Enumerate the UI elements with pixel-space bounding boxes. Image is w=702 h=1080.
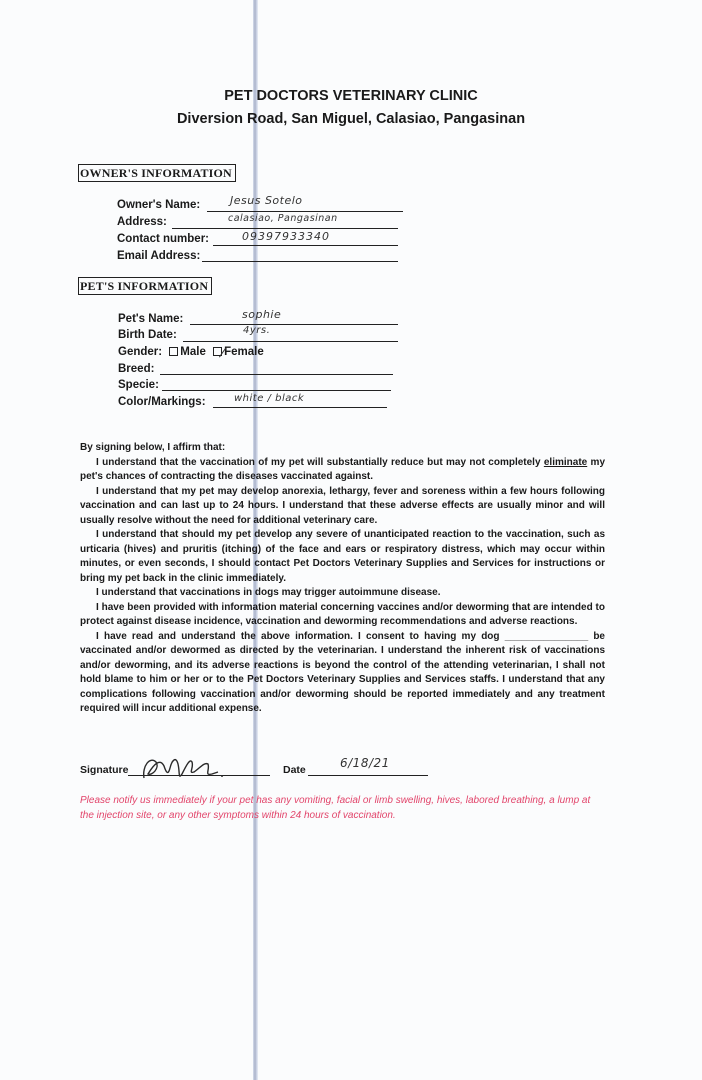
specie-label: Specie: <box>118 379 159 391</box>
pet-name-label: Pet's Name: <box>118 313 184 325</box>
color-markings-value: white / black <box>234 393 305 404</box>
affirm-paragraph-1: I understand that the vaccination of my pet will substantially reduce but may not completely eliminate my pet's chances of contracting the diseases vaccinated against. <box>80 456 606 482</box>
affirm-paragraph-4: I understand that vaccinations in dogs may trigger autoimmune disease. <box>96 587 441 598</box>
owner-address-value: calasiao, Pangasinan <box>228 213 338 224</box>
contact-number-label: Contact number: <box>117 233 209 245</box>
date-label: Date <box>283 764 306 776</box>
owner-address-line <box>172 228 398 229</box>
gender-label: Gender: <box>118 346 163 358</box>
affirm-paragraph-3: I understand that should my pet develop any severe of unanticipated reaction to the vaccination, such as urticaria (hives) and pruritis (itching) of the face and ears or respiratory distress, which may occur within minutes, or even seconds, I should contact Pet Doctors Veterinary Supplies and Services for instructions or bring my pet back in the clinic immediately. <box>80 529 605 584</box>
affirm-intro: By signing below, I affirm that: <box>80 442 226 453</box>
owner-name-value: Jesus Sotelo <box>230 194 303 207</box>
owner-address-label: Address: <box>117 216 167 228</box>
male-checkbox[interactable] <box>169 347 178 356</box>
female-label: Female <box>224 346 264 358</box>
clinic-address: Diversion Road, San Miguel, Calasiao, Pangasinan <box>176 111 526 127</box>
owner-section-title: OWNER'S INFORMATION <box>78 164 236 182</box>
breed-line <box>160 374 393 375</box>
gender-row <box>118 346 264 358</box>
signature-scribble <box>138 752 228 784</box>
pet-section-title: PET'S INFORMATION <box>78 277 212 295</box>
date-value: 6/18/21 <box>340 756 390 770</box>
female-checkbox[interactable] <box>213 347 222 356</box>
owner-name-line <box>207 211 403 212</box>
dog-name-blank: _______________ <box>504 630 589 642</box>
affirm-paragraph-2: I understand that my pet may develop anorexia, lethargy, fever and soreness within a few hours following vaccination and can last up to 24 hours. I understand that these adverse effects are usually minor and will usually resolve without the need for additional veterinary care. <box>80 485 605 526</box>
contact-number-line <box>213 245 398 246</box>
contact-number-value: 09397933340 <box>242 230 330 243</box>
date-line <box>308 775 428 776</box>
signature-label: Signature <box>80 764 129 776</box>
pet-name-line <box>190 324 398 325</box>
breed-label: Breed: <box>118 363 155 375</box>
color-markings-line <box>213 407 387 408</box>
email-address-label: Email Address: <box>117 250 201 262</box>
post-vaccination-notice: Please notify us immediately if your pet has any vomiting, facial or limb swelling, hives, labored breathing, a lump at the injection site, or any other symptoms within 24 hours of vaccination. <box>80 795 591 821</box>
affirmation-block <box>80 441 605 717</box>
affirm-paragraph-5: I have been provided with information material concerning vaccines and/or deworming that are intended to protect against disease incidence, vaccination and deworming recommendations and adverse reactions. <box>80 601 605 627</box>
pet-name-value: sophie <box>242 308 282 321</box>
birth-date-label: Birth Date: <box>118 329 177 341</box>
affirm-paragraph-6: I have read and understand the above information. I consent to having my dog _______________ be vaccinated and/or dewormed as directed by the veterinarian. I understand the inherent risk of vaccinations and/or deworming, and its adverse reactions is beyond the control of the attending veterinarian, I shall not hold blame to him or her or to the Pet Doctors Veterinary Supplies and Services staffs. I understand that any complications following vaccination and/or deworming should be reported immediately and any treatment required will incur additional expense. <box>80 630 605 714</box>
birth-date-value: 4yrs. <box>243 325 271 336</box>
owner-name-label: Owner's Name: <box>117 199 201 211</box>
color-markings-label: Color/Markings: <box>118 396 206 408</box>
clinic-name: PET DOCTORS VETERINARY CLINIC <box>224 88 478 104</box>
email-address-line <box>202 261 398 262</box>
specie-line <box>162 390 391 391</box>
male-label: Male <box>180 346 206 358</box>
